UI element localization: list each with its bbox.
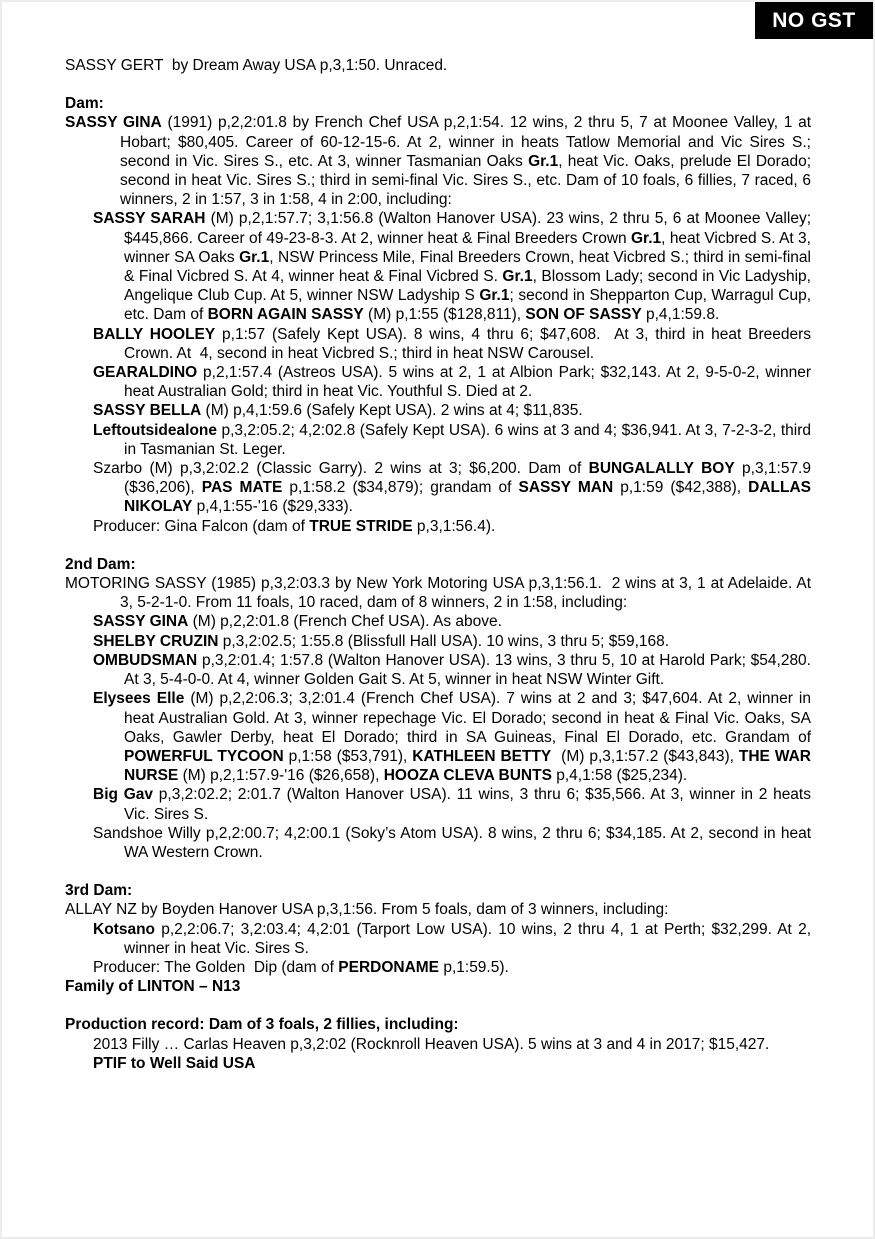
text-run: OMBUDSMAN [93,651,198,669]
text-run: Big Gav [93,786,154,804]
text-run: p,1:59 ($42,388), [613,479,749,497]
pedigree-paragraph [65,459,811,517]
text-run: p,3,2:01.4; 1:57.8 (Walton Hanover USA). 13 wins, 3 thru 5, 10 at Harold Park; $54,280. At 3, 5-4-0-0. At 4, winner Golden Gait S. At 5, winner in heat NSW Winter Gift. [124,651,811,689]
text-run: GEARALDINO [93,364,198,382]
text-run: PTIF to Well Said USA [93,1054,256,1072]
text-run: (M) p,3,1:57.2 ($43,843), [551,747,739,765]
pedigree-paragraph [65,920,811,958]
text-run: SASSY GINA [93,613,189,631]
text-run: Dam: [65,95,104,113]
text-run: Kotsano [93,920,155,938]
text-run: Leftoutsidealone [93,421,218,439]
text-run: Gr.1 [528,152,559,170]
pedigree-paragraph [65,1035,811,1054]
text-run: , heat Vicbred S. At 3, winner SA Oaks [124,229,811,266]
text-run: p,1:58 ($53,791), [283,747,413,765]
text-run: THE WAR NURSE [124,747,812,785]
section-heading [65,94,811,113]
text-run: SHELBY CRUZIN [93,632,219,650]
text-run: (M) p,2,1:57.7; 3,1:56.8 (Walton Hanover USA). 23 wins, 2 thru 5, 6 at Moonee Valley; $445,866. Career of 49-23-8-3. At 2, winner heat & Final Breeders Crown [124,210,811,247]
text-run: SON OF SASSY [525,306,642,324]
text-run: Elysees Elle [93,690,185,708]
pedigree-text [2,2,873,1073]
text-run: 2013 Filly … Carlas Heaven p,3,2:02 (Rocknroll Heaven USA). 5 wins at 3 and 4 in 2017; $15,427. [93,1035,770,1053]
section-gap [65,75,811,94]
text-run: (M) p,2,1:57.9-'16 ($26,658), [178,767,384,785]
text-run: 3rd Dam: [65,882,133,900]
no-gst-badge [755,2,873,39]
pedigree-paragraph [65,958,811,977]
text-run: SASSY SARAH [93,210,206,228]
pedigree-paragraph [65,824,811,862]
text-run: p,4,1:59.8. [641,306,720,324]
section-heading [65,977,811,996]
pedigree-paragraph [65,401,811,420]
pedigree-paragraph [65,325,811,363]
pedigree-paragraph [65,689,811,785]
text-run: ; second in Shepparton Cup, Warragul Cup, etc. Dam of [124,287,812,324]
horse-title-line [65,56,811,75]
text-run: POWERFUL TYCOON [124,747,284,765]
text-run: p,3,2:02.5; 1:55.8 (Blissfull Hall USA). 10 wins, 3 thru 5; $59,168. [218,632,670,650]
pedigree-paragraph [65,363,811,401]
text-run: Producer: Gina Falcon (dam of [93,517,310,535]
pedigree-paragraph [65,1054,811,1073]
text-run: Gr.1 [631,229,662,247]
text-run: SASSY GINA [65,114,162,132]
text-run: BORN AGAIN SASSY [207,306,364,324]
text-run: (1991) p,2,2:01.8 by French Chef USA p,2,1:54. 12 wins, 2 thru 5, 7 at Moonee Valley, 1 at Hobart; $80,405. Career of 60-12-15-6. At 2, winner in heats Tatlow Memorial and Vic Sires S.; second in Vic. Sires S., etc. At 3, winner Tasmanian Oaks [120,114,812,170]
text-run: 2nd Dam: [65,555,136,573]
pedigree-paragraph [65,113,811,209]
text-run: (M) p,4,1:59.6 (Safely Kept USA). 2 wins at 4; $11,835. [201,402,583,420]
section-gap [65,996,811,1015]
text-run: PAS MATE [201,479,283,497]
text-run: TRUE STRIDE [309,517,413,535]
text-run: p,4,1:55-'16 ($29,333). [192,498,353,516]
pedigree-paragraph [65,651,811,689]
text-run: SASSY BELLA [93,402,202,420]
text-run: Gr.1 [239,248,270,266]
text-run: Production record: Dam of 3 foals, 2 fillies, including: [65,1016,459,1034]
text-run: p,1:59.5). [439,958,509,976]
section-gap [65,536,811,555]
text-run: Gr.1 [502,268,533,286]
text-run: p,2,1:57.4 (Astreos USA). 5 wins at 2, 1 at Albion Park; $32,143. At 2, 9-5-0-2, winner heat Australian Gold; third in heat Vic. Youthful S. Died at 2. [124,364,811,401]
text-run: SASSY MAN [518,479,614,497]
text-run: SASSY GERT by Dream Away USA p,3,1:50. Unraced. [65,57,448,74]
pedigree-paragraph [65,574,811,612]
text-run: BUNGALALLY BOY [588,460,735,478]
text-run: DALLAS NIKOLAY [124,479,812,516]
pedigree-paragraph [65,900,811,919]
text-run: , NSW Princess Mile, Final Breeders Crown, heat Vicbred S.; third in semi-final & Final Vicbred S. At 4, winner heat & Final Vicbred S. [124,248,811,286]
text-run: (M) p,1:55 ($128,811), [363,306,526,324]
text-run: Gr.1 [479,287,510,305]
section-heading [65,881,811,900]
text-run: Szarbo (M) p,3,2:02.2 (Classic Garry). 2 wins at 3; $6,200. Dam of [93,460,589,478]
text-run: BALLY HOOLEY [93,325,216,343]
text-run: KATHLEEN BETTY [412,747,552,765]
text-run: , heat Vic. Oaks, prelude El Dorado; second in heat Vic. Sires S.; third in semi-final Vic. Sires S., etc. Dam of 10 foals, 6 fillies, 7 raced, 6 winners, 2 in 1:57, 3 in 1:58, 4 in 2:00, including: [120,152,811,209]
text-run: Sandshoe Willy p,2,2:00.7; 4,2:00.1 (Soky’s Atom USA). 8 wins, 2 thru 6; $34,185. At 2, second in heat WA Western Crown. [93,824,811,861]
text-run: MOTORING SASSY (1985) p,3,2:03.3 by New York Motoring USA p,3,1:56.1. 2 wins at 3, 1 at Adelaide. At 3, 5-2-1-0. From 11 foals, 10 raced, dam of 8 winners, 2 in 1:58, including: [65,575,811,612]
pedigree-paragraph [65,209,811,324]
text-run: p,1:58.2 ($34,879); grandam of [282,479,519,497]
text-run: p,3,2:02.2; 2:01.7 (Walton Hanover USA). 11 wins, 3 thru 6; $35,566. At 3, winner in 2 heats Vic. Sires S. [124,786,811,823]
text-run: (M) p,2,2:01.8 (French Chef USA). As above. [188,613,502,631]
text-run: p,1:57 (Safely Kept USA). 8 wins, 4 thru 6; $47,608. At 3, third in heat Breeders Crown. At 4, second in heat Vicbred S.; third in heat NSW Carousel. [124,325,811,362]
text-run: (M) p,2,2:06.3; 3,2:01.4 (French Chef USA). 7 wins at 2 and 3; $47,604. At 2, winner in heat Australian Gold. At 3, winner repechage Vic. El Dorado; second in heat & Final Vic. Oaks, SA Oaks, Gawler Derby, heat El Dorado; third in SA Guineas, Final El Dorado, etc. Grandam of [124,690,811,746]
text-run: ALLAY NZ by Boyden Hanover USA p,3,1:56. From 5 foals, dam of 3 winners, including: [65,901,669,919]
pedigree-paragraph [65,632,811,651]
section-heading [65,555,811,574]
text-run: p,3,1:56.4). [412,517,496,535]
pedigree-paragraph [65,612,811,631]
pedigree-paragraph [65,517,811,536]
pedigree-paragraph [65,785,811,823]
text-run: p,2,2:06.7; 3,2:03.4; 4,2:01 (Tarport Low USA). 10 wins, 2 thru 4, 1 at Perth; $32,299. At 2, winner in heat Vic. Sires S. [124,920,811,957]
no-gst-label: NO GST [772,8,856,32]
text-run: HOOZA CLEVA BUNTS [383,767,552,785]
pedigree-paragraph [65,421,811,459]
text-run: , Blossom Lady; second in Vic Ladyship, Angelique Club Cup. At 5, winner NSW Ladyship S [124,268,811,305]
text-run: Producer: The Golden Dip (dam of [93,958,339,976]
text-run: Family of LINTON – N13 [65,978,241,996]
text-run: p,4,1:58 ($25,234). [551,767,688,785]
section-heading [65,1015,811,1034]
text-run: PERDONAME [338,958,440,976]
text-run: p,3,1:57.9 ($36,206), [124,460,811,497]
section-gap [65,862,811,881]
text-run: p,3,2:05.2; 4,2:02.8 (Safely Kept USA). 6 wins at 3 and 4; $36,941. At 3, 7-2-3-2, third in Tasmanian St. Leger. [124,421,811,458]
